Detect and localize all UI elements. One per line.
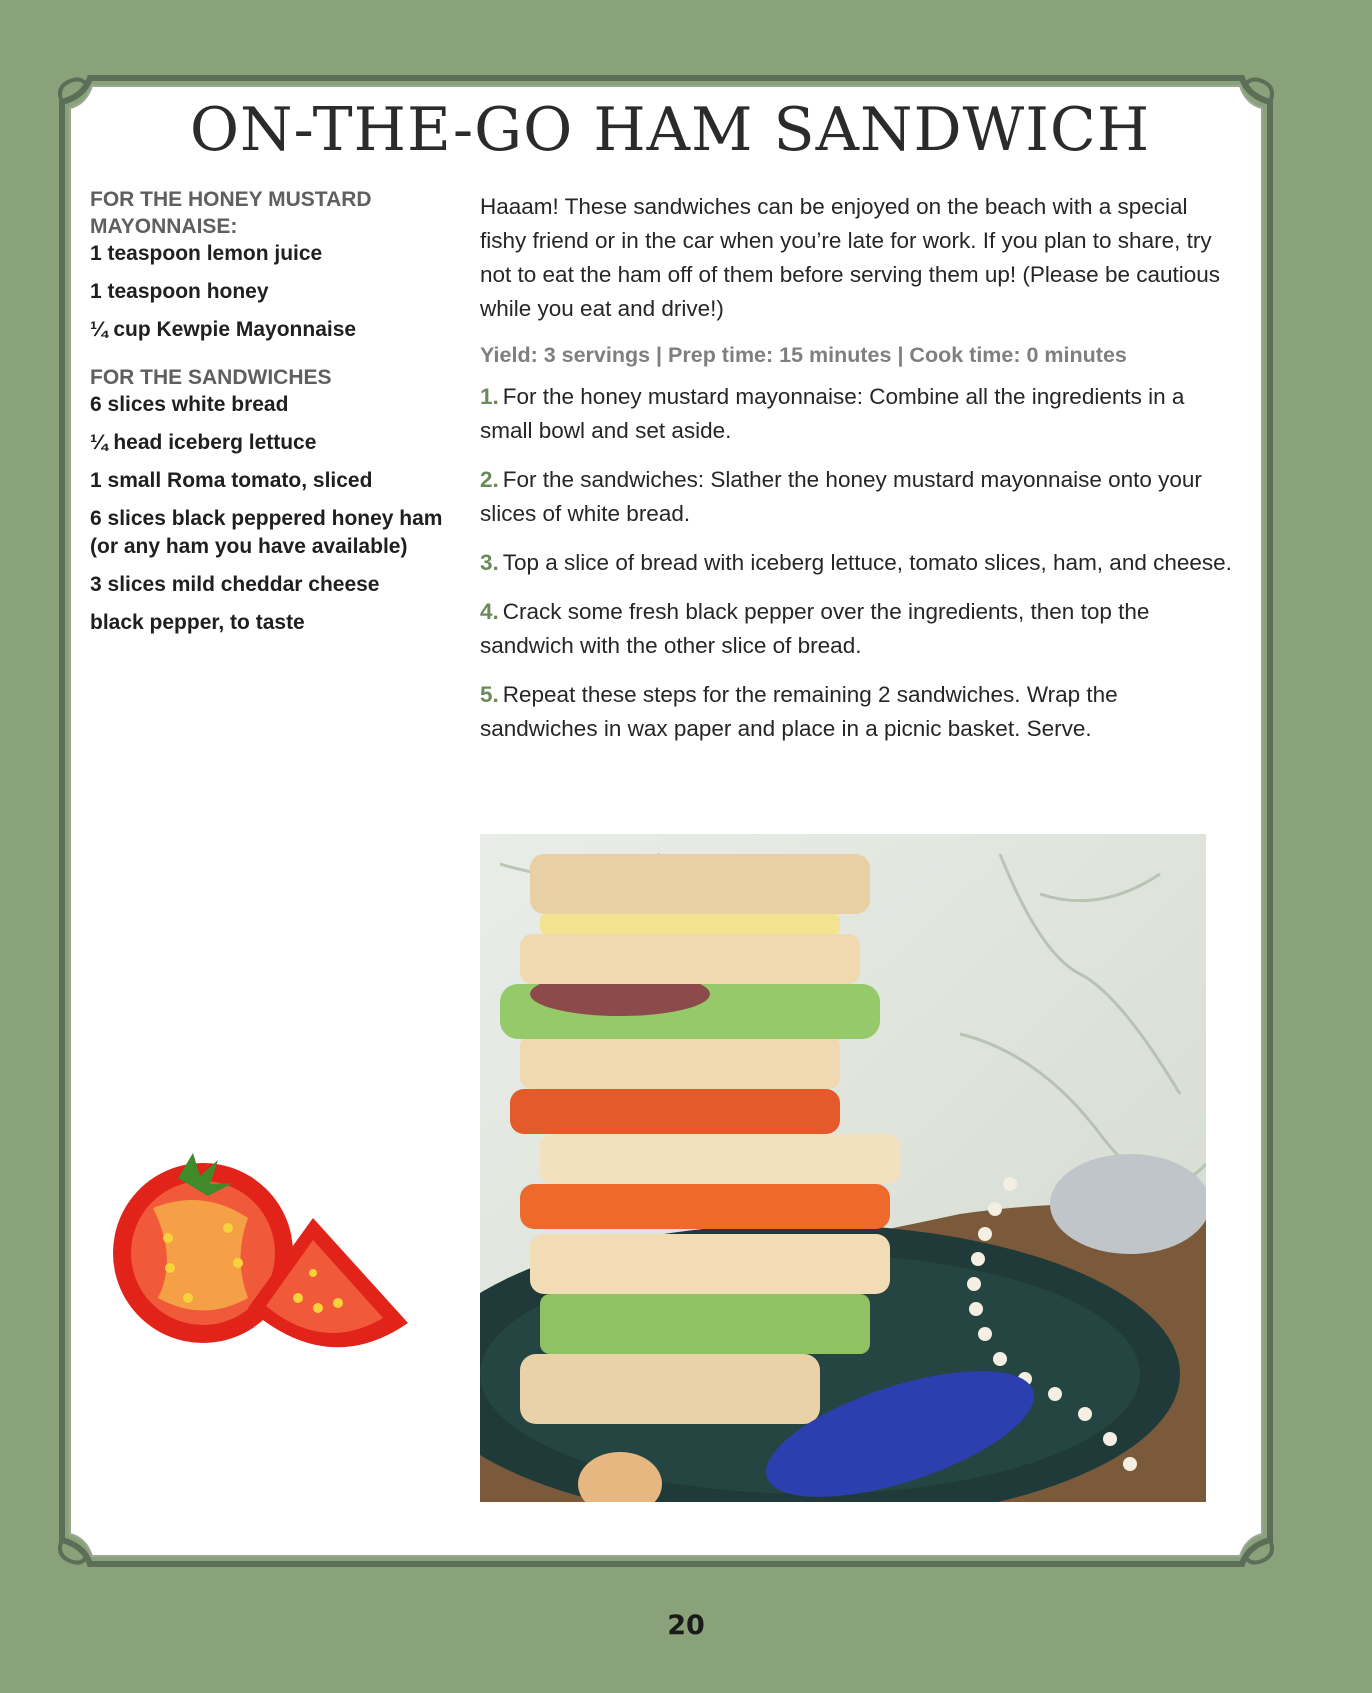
- ingredient-item: ¼ cup Kewpie Mayonnaise: [90, 318, 357, 341]
- ingredient-item: 1 small Roma tomato, sliced: [90, 469, 373, 492]
- instructions-column: [480, 190, 1240, 761]
- ingredient-section-sandwiches: [90, 364, 460, 637]
- step-text: For the honey mustard mayonnaise: Combine all the ingredients in a small bowl and set aside.: [480, 384, 1185, 443]
- step-text: Crack some fresh black pepper over the ingredients, then top the sandwich with the other slice of bread.: [480, 599, 1150, 658]
- step-item: [480, 463, 1240, 531]
- step-number: 1.: [480, 384, 499, 409]
- ingredient-item: 3 slices mild cheddar cheese: [90, 573, 380, 596]
- sandwich-photo: [480, 834, 1206, 1502]
- tomato-illustration: [108, 1148, 418, 1373]
- ingredient-item: 6 slices white bread: [90, 393, 289, 416]
- recipe-intro: Haaam! These sandwiches can be enjoyed on the beach with a special fishy friend or in the car when you’re late for work. If you plan to share, try not to eat the ham off of them before serving them up! (Please be cautious while you eat and drive!): [480, 194, 1221, 321]
- steps-list: [480, 380, 1240, 746]
- ingredient-item: 1 teaspoon honey: [90, 280, 269, 303]
- ingredient-item: black pepper, to taste: [90, 611, 305, 634]
- ingredients-column: [90, 186, 460, 647]
- ingredient-item: 1 teaspoon lemon juice: [90, 242, 323, 265]
- ingredient-item: ¼ head iceberg lettuce: [90, 431, 317, 454]
- step-text: Top a slice of bread with iceberg lettuce, tomato slices, ham, and cheese.: [502, 550, 1232, 575]
- step-number: 3.: [480, 550, 499, 575]
- ingredient-section-mayonnaise: [90, 186, 460, 344]
- step-number: 5.: [480, 682, 499, 707]
- step-text: Repeat these steps for the remaining 2 sandwiches. Wrap the sandwiches in wax paper and place in a picnic basket. Serve.: [480, 682, 1118, 741]
- ingredient-section-heading: FOR THE SANDWICHES: [90, 366, 332, 389]
- step-item: [480, 546, 1240, 580]
- recipe-title: ON-THE-GO HAM SANDWICH: [189, 95, 1151, 165]
- step-number: 2.: [480, 467, 499, 492]
- step-text: For the sandwiches: Slather the honey mustard mayonnaise onto your slices of white bread.: [480, 467, 1202, 526]
- step-item: [480, 595, 1240, 663]
- ingredient-item: 6 slices black peppered honey ham (or any ham you have available): [90, 507, 443, 558]
- step-number: 4.: [480, 599, 499, 624]
- ingredient-list: [90, 240, 460, 344]
- ingredient-list: [90, 391, 460, 637]
- page-number: 20: [667, 1610, 705, 1641]
- ingredient-section-heading: FOR THE HONEY MUSTARD MAYONNAISE:: [90, 188, 372, 238]
- step-item: [480, 380, 1240, 448]
- recipe-meta: Yield: 3 servings | Prep time: 15 minutes | Cook time: 0 minutes: [480, 343, 1127, 367]
- step-item: [480, 678, 1240, 746]
